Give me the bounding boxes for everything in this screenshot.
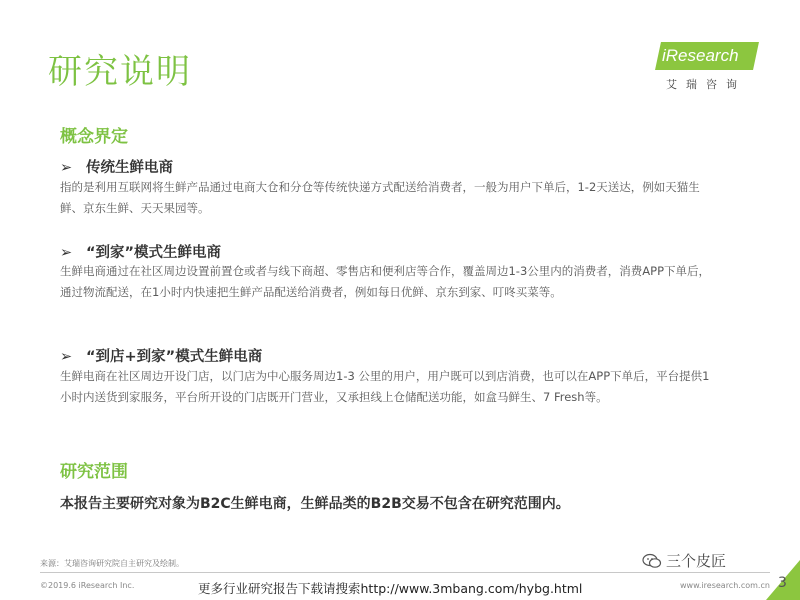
iresearch-logo — [658, 40, 768, 96]
footer-divider — [40, 572, 770, 573]
arrow-bullet-icon: ➢ — [60, 160, 73, 176]
arrow-bullet-icon: ➢ — [60, 245, 73, 261]
item-text-home: 生鲜电商通过在社区周边设置前置仓或者与线下商超、零售店和便利店等合作，覆盖周边1-3公里内的消费者，消费APP下单后，通过物流配送，在1小时内快速把生鲜产品配送给消费者，例如每日优鲜、京东到家、叮咚买菜等。 — [60, 264, 711, 299]
copyright: ©2019.6 iResearch Inc. — [40, 581, 135, 590]
scope-heading: 研究范围 — [60, 462, 128, 482]
item-text-store-home: 生鲜电商在社区周边开设门店，以门店为中心服务周边1-3 公里的用户，用户既可以到店消费，也可以在APP下单后，平台提供1小时内送货到家服务，平台所开设的门店既开门营业，又承担线上仓储配送功能，如盒马鲜生、7 Fresh等。 — [60, 369, 710, 404]
logo-brand: iResearch — [662, 46, 739, 65]
source-note: 来源：艾瑞咨询研究院自主研究及绘制。 — [40, 559, 184, 568]
site-url: www.iresearch.com.cn — [680, 581, 770, 590]
item-text-traditional: 指的是利用互联网将生鲜产品通过电商大仓和分仓等传统快递方式配送给消费者，一般为用户下单后，1-2天送达，例如天猫生鲜、京东生鲜、天天果园等。 — [60, 180, 700, 215]
item-title-store-home: ➢ “到店+到家”模式生鲜电商 — [60, 349, 263, 365]
item-title-traditional: ➢ 传统生鲜电商 — [60, 160, 173, 176]
page-number: 3 — [778, 575, 787, 591]
wechat-account-name: 三个皮匠 — [666, 552, 727, 570]
page-title: 研究说明 — [48, 52, 192, 92]
logo-subtitle: 艾瑞咨询 — [666, 78, 746, 91]
arrow-bullet-icon: ➢ — [60, 349, 73, 365]
wechat-icon — [642, 553, 662, 569]
scope-text: 本报告主要研究对象为B2C生鲜电商，生鲜品类的B2B交易不包含在研究范围内。 — [60, 496, 570, 512]
item-title-home: ➢ “到家”模式生鲜电商 — [60, 245, 222, 261]
definition-heading: 概念界定 — [60, 127, 128, 147]
promo-link-text: 更多行业研究报告下载请搜索http://www.3mbang.com/hybg.html — [198, 581, 583, 596]
